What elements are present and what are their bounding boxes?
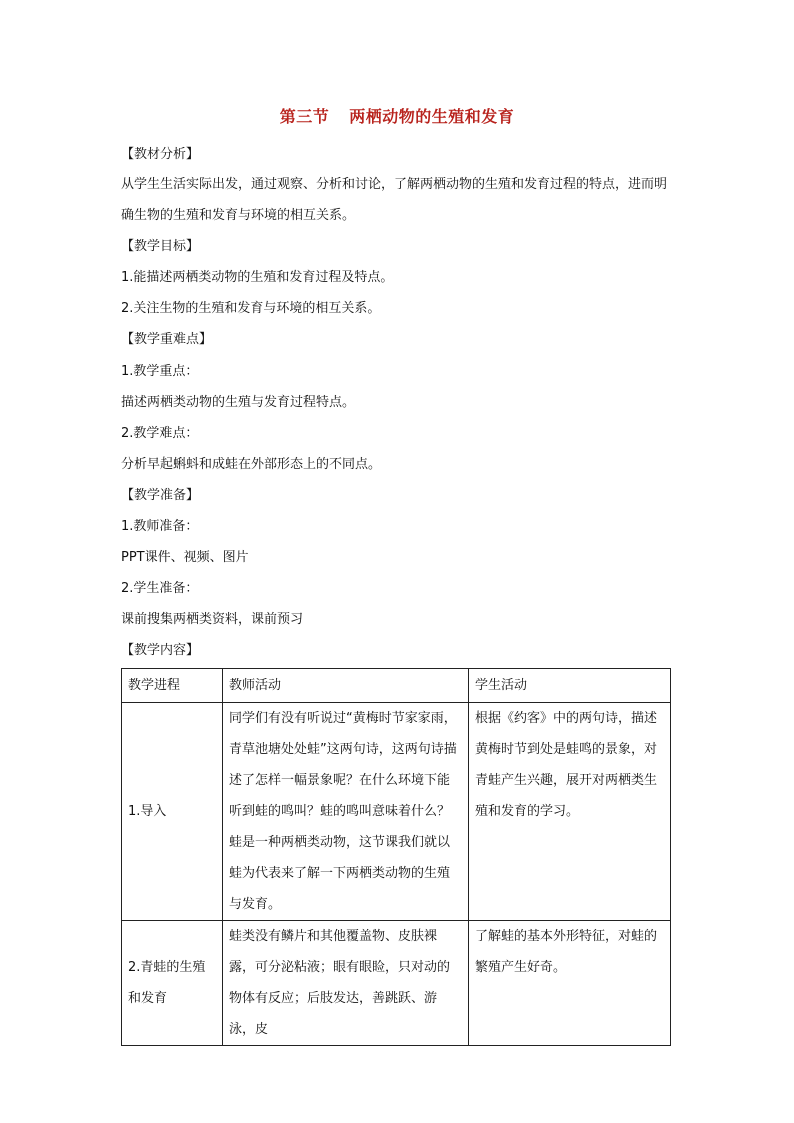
row-student-activity: 了解蛙的基本外形特征，对蛙的繁殖产生好奇。 bbox=[469, 921, 671, 1046]
analysis-heading: 【教材分析】 bbox=[121, 147, 200, 162]
analysis-paragraph: 从学生生活实际出发，通过观察、分析和讨论，了解两栖动物的生殖和发育过程的特点，进而明确生物的生殖和发育与环境的相互关系。 bbox=[121, 177, 668, 223]
table-header-row bbox=[122, 669, 671, 703]
lesson-table bbox=[121, 668, 671, 1046]
title-text: 两栖动物的生殖和发育 bbox=[349, 107, 515, 126]
row-stage: 2.青蛙的生殖和发育 bbox=[122, 921, 223, 1046]
row-student-activity: 根据《约客》中的两句诗，描述黄梅时节到处是蛙鸣的景象，对青蛙产生兴趣，展开对两栖类生殖和发育的学习。 bbox=[469, 703, 671, 921]
title-section-number: 第三节 bbox=[279, 107, 330, 126]
page-title bbox=[0, 104, 794, 127]
key-point-text: 描述两栖类动物的生殖与发育过程特点。 bbox=[121, 395, 356, 410]
row-teacher-activity: 同学们有没有听说过“黄梅时节家家雨，青草池塘处处蛙”这两句诗，这两句诗描述了怎样一幅景象呢？在什么环境下能听到蛙的鸣叫？蛙的鸣叫意味着什么？蛙是一种两栖类动物，这节课我们就以蛙为代表来了解一下两栖类动物的生殖与发育。 bbox=[223, 703, 469, 921]
row-teacher-activity: 蛙类没有鳞片和其他覆盖物、皮肤裸露，可分泌粘液；眼有眼睑，只对动的物体有反应；后肢发达，善跳跃、游泳，皮 bbox=[223, 921, 469, 1046]
goal-item-1: 1.能描述两栖类动物的生殖和发育过程及特点。 bbox=[121, 270, 394, 285]
difficult-point-text: 分析早起蝌蚪和成蛙在外部形态上的不同点。 bbox=[121, 457, 382, 472]
preparation-heading: 【教学准备】 bbox=[121, 488, 200, 503]
goal-item-2: 2.关注生物的生殖和发育与环境的相互关系。 bbox=[121, 301, 381, 316]
header-teacher-activity: 教师活动 bbox=[223, 669, 469, 703]
table-row bbox=[122, 921, 671, 1046]
student-prep-label: 2.学生准备： bbox=[121, 581, 199, 596]
goals-heading: 【教学目标】 bbox=[121, 239, 200, 254]
key-points-heading: 【教学重难点】 bbox=[121, 332, 213, 347]
teacher-prep-label: 1.教师准备： bbox=[121, 519, 199, 534]
key-point-label: 1.教学重点： bbox=[121, 364, 199, 379]
student-prep-text: 课前搜集两栖类资料，课前预习 bbox=[121, 612, 304, 627]
difficult-point-label: 2.教学难点： bbox=[121, 426, 199, 441]
header-stage: 教学进程 bbox=[122, 669, 223, 703]
teacher-prep-text: PPT课件、视频、图片 bbox=[121, 550, 249, 565]
table-row bbox=[122, 703, 671, 921]
row-stage: 1.导入 bbox=[122, 703, 223, 921]
content-heading: 【教学内容】 bbox=[121, 643, 200, 658]
header-student-activity: 学生活动 bbox=[469, 669, 671, 703]
